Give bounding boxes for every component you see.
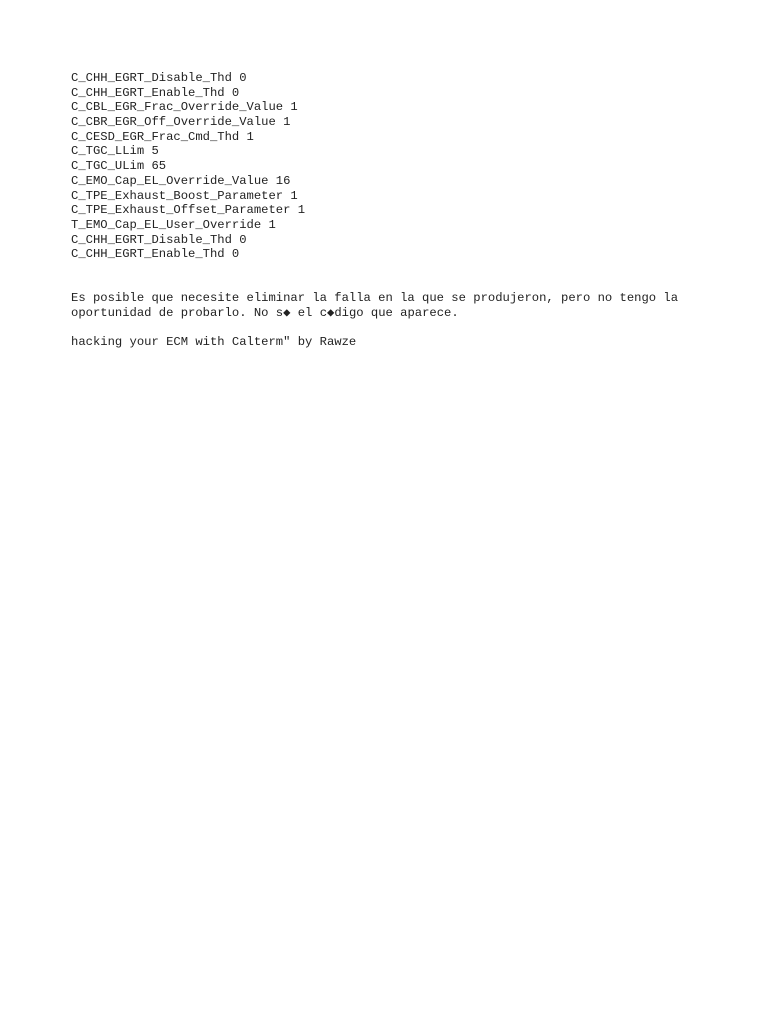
parameter-line: C_TPE_Exhaust_Boost_Parameter 1 xyxy=(71,188,298,203)
parameter-line: C_EMO_Cap_EL_Override_Value 16 xyxy=(71,173,291,188)
parameter-line: T_EMO_Cap_EL_User_Override 1 xyxy=(71,217,276,232)
parameter-line: C_CBL_EGR_Frac_Override_Value 1 xyxy=(71,100,298,115)
parameter-line: C_CBR_EGR_Off_Override_Value 1 xyxy=(71,115,291,130)
parameter-line: C_TPE_Exhaust_Offset_Parameter 1 xyxy=(71,203,306,218)
document-body xyxy=(71,71,711,350)
note-line: oportunidad de probarlo. No s◆ el c◆digo que aparece. xyxy=(71,306,459,321)
parameter-line: C_TGC_LLim 5 xyxy=(71,144,159,159)
note-paragraph xyxy=(71,291,711,320)
parameter-line: C_TGC_ULim 65 xyxy=(71,159,167,174)
note-line: Es posible que necesite eliminar la falla en la que se produjeron, pero no tengo la xyxy=(71,291,679,306)
credit-line xyxy=(71,335,711,350)
parameter-line: C_CHH_EGRT_Disable_Thd 0 xyxy=(71,71,247,85)
parameter-line: C_CHH_EGRT_Enable_Thd 0 xyxy=(71,85,240,100)
parameter-list xyxy=(71,71,711,262)
parameter-line: C_CHH_EGRT_Enable_Thd 0 xyxy=(71,247,240,262)
credit-text: hacking your ECM with Calterm" by Rawze xyxy=(71,335,357,350)
parameter-line: C_CHH_EGRT_Disable_Thd 0 xyxy=(71,232,247,247)
parameter-line: C_CESD_EGR_Frac_Cmd_Thd 1 xyxy=(71,129,254,144)
